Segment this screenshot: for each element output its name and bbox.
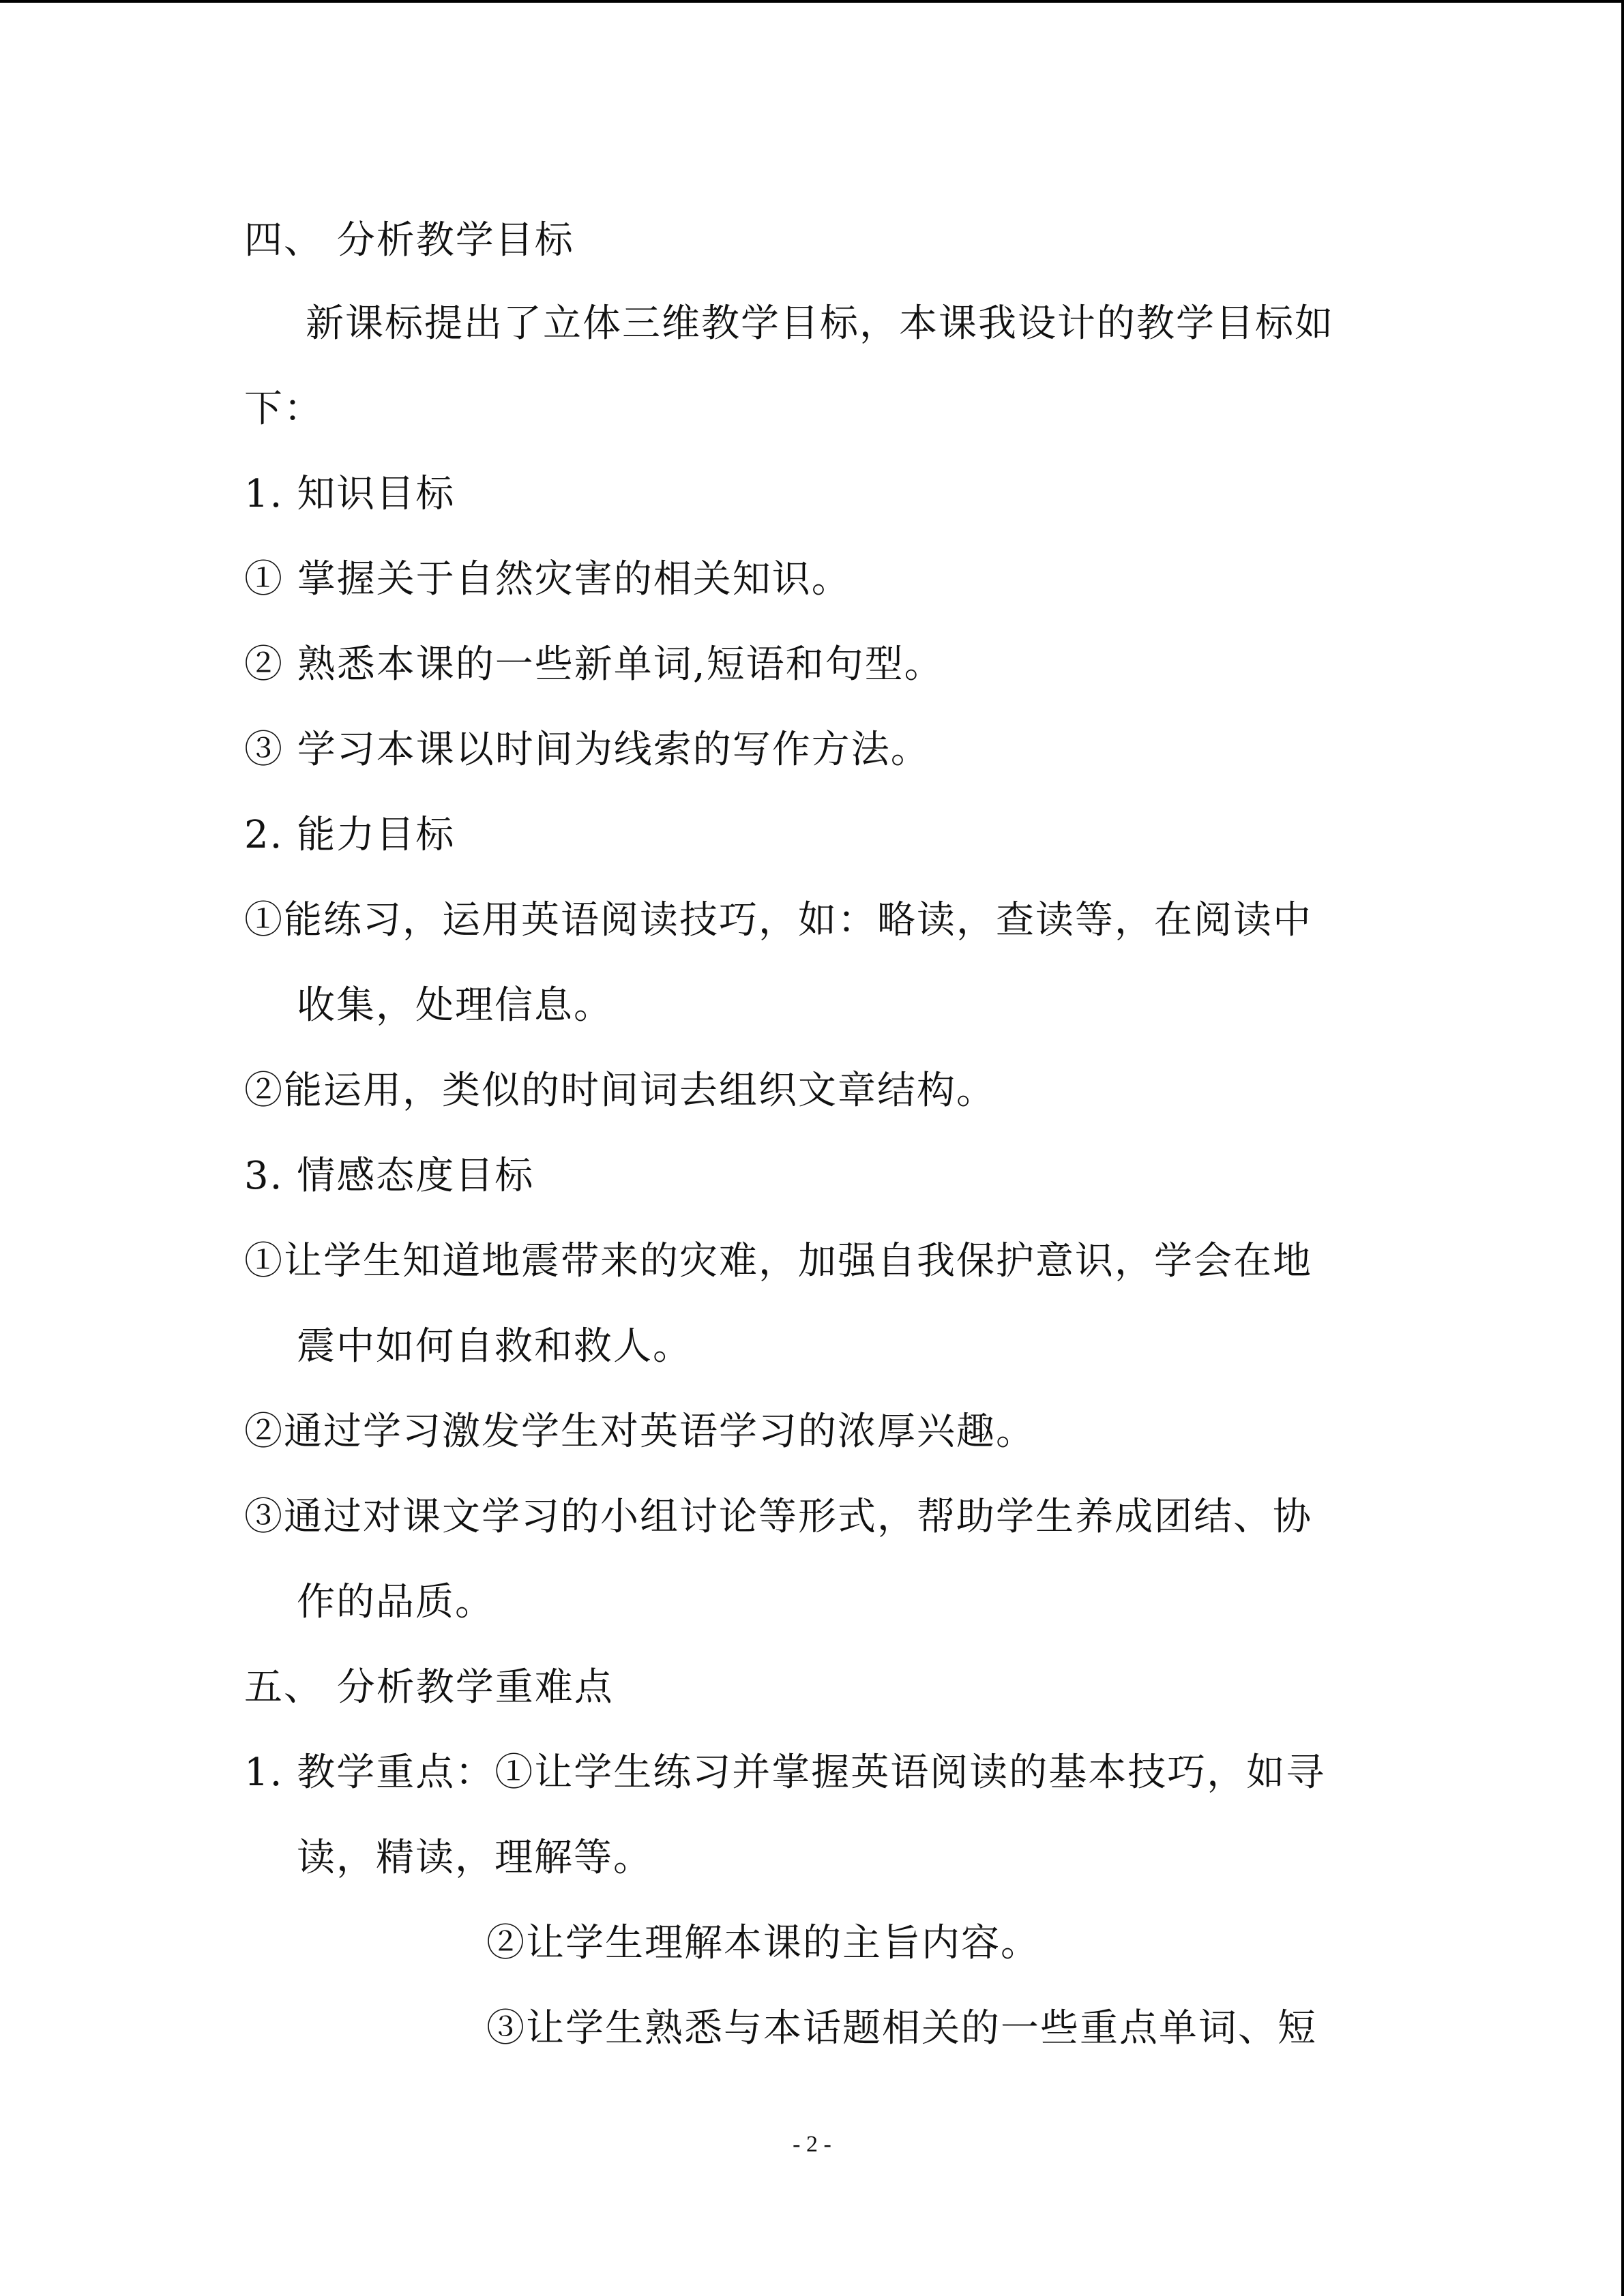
section-5-title: 五、 分析教学重难点 (244, 1665, 614, 1710)
ability-item-2: ②能运用，类似的时间词去组织文章结构。 (244, 1069, 996, 1113)
emotion-item-1-line-2: 震中如何自救和救人。 (297, 1324, 692, 1369)
knowledge-item-1: ① 掌握关于自然灾害的相关知识。 (244, 557, 851, 601)
section-4-title: 四、 分析教学目标 (244, 218, 574, 263)
knowledge-item-3: ③ 学习本课以时间为线索的写作方法。 (244, 728, 930, 772)
key-points-line-1: 1. 教学重点：①让学生练习并掌握英语阅读的基本技巧，如寻 (244, 1750, 1326, 1795)
ability-item-1-line-1: ①能练习，运用英语阅读技巧，如：略读，查读等，在阅读中 (244, 898, 1312, 942)
knowledge-item-2: ② 熟悉本课的一些新单词,短语和句型。 (244, 642, 944, 687)
page-border-right (1621, 0, 1624, 2296)
emotion-item-3-line-1: ③通过对课文学习的小组讨论等形式，帮助学生养成团结、协 (244, 1495, 1312, 1539)
page-border-top (0, 0, 1624, 3)
key-points-item-2: ②让学生理解本课的主旨内容。 (486, 1921, 1040, 1965)
emotion-item-2: ②通过学习激发学生对英语学习的浓厚兴趣。 (244, 1410, 1035, 1454)
ability-goal-heading: 2. 能力目标 (244, 813, 456, 857)
page-number: - 2 - (793, 2132, 831, 2157)
ability-item-1-line-2: 收集，处理信息。 (297, 983, 613, 1028)
key-points-item-3: ③让学生熟悉与本话题相关的一些重点单词、短 (486, 2006, 1317, 2051)
emotion-item-3-line-2: 作的品质。 (297, 1580, 494, 1624)
emotion-goal-heading: 3. 情感态度目标 (244, 1154, 535, 1198)
knowledge-goal-heading: 1. 知识目标 (244, 472, 456, 516)
key-points-line-2: 读，精读，理解等。 (297, 1836, 653, 1880)
intro-line-1: 新课标提出了立体三维教学目标，本课我设计的教学目标如 (306, 301, 1334, 346)
intro-line-2: 下： (244, 387, 323, 431)
emotion-item-1-line-1: ①让学生知道地震带来的灾难，加强自我保护意识，学会在地 (244, 1239, 1312, 1283)
